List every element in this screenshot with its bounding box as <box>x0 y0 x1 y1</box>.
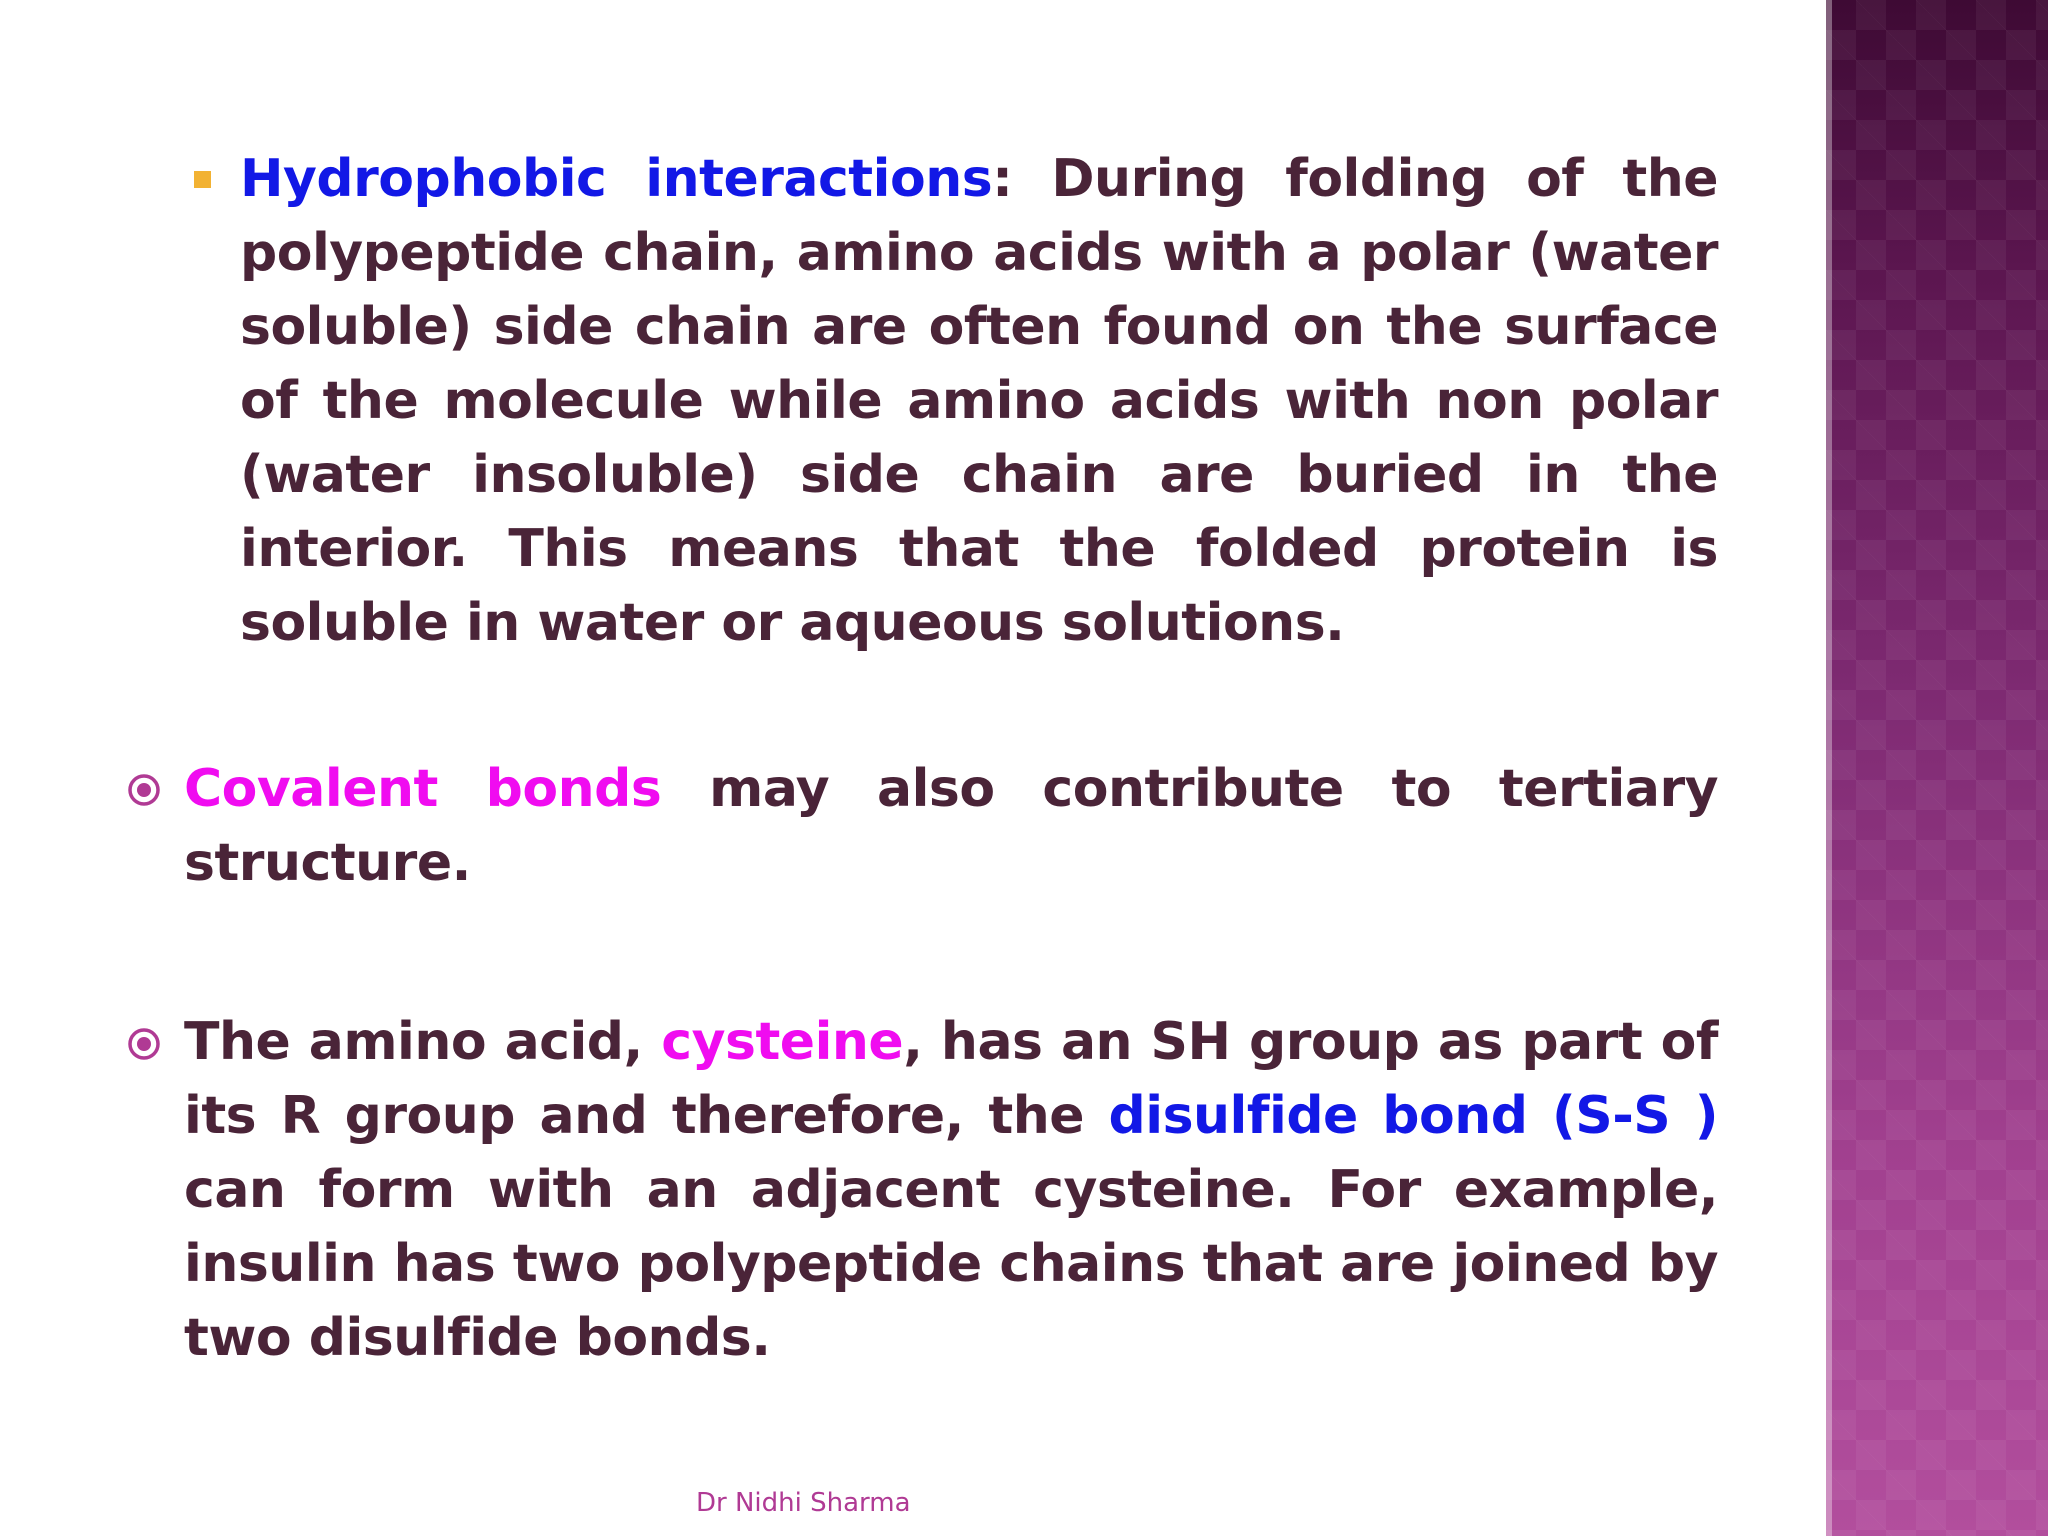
bullet-2-text-a: The amino acid, <box>184 1012 662 1072</box>
slide-footer-author: Dr Nidhi Sharma <box>696 1488 911 1518</box>
decorative-side-panel <box>1826 0 2048 1536</box>
bullet-cysteine <box>184 1005 1718 1375</box>
sub-bullet-text: During folding of the polypeptide chain, amino acids with a polar (water soluble) side chain are often found on the surface of the molecule while amino acids with non polar (water insoluble) side chain are buried in the interior. This means that the folded protein is soluble in water or aqueous solutions. <box>240 149 1718 653</box>
bullet-covalent-bonds <box>184 752 1718 900</box>
bullet-1-text: may also contribute to tertiary structure. <box>184 759 1718 893</box>
bullet-2-text-c: can form with an adjacent cysteine. For example, insulin has two polypeptide chains that are joined by two disulfide bonds. <box>184 1160 1718 1368</box>
bullet-2-text-b: , has an SH group as part of its R group and therefore, the <box>184 1012 1719 1146</box>
term-separator: : <box>992 149 1013 209</box>
term-disulfide-bond: disulfide bond (S-S ) <box>1108 1086 1718 1146</box>
sub-bullet-hydrophobic <box>240 142 1718 660</box>
diamond-pattern <box>1826 0 2048 1536</box>
circle-bullet-icon <box>127 1027 161 1061</box>
term-cysteine: cysteine <box>661 1012 904 1072</box>
circle-bullet-icon <box>127 773 161 807</box>
square-bullet-icon <box>194 171 211 188</box>
term-covalent-bonds: Covalent bonds <box>184 759 662 819</box>
term-hydrophobic-interactions: Hydrophobic interactions <box>240 149 993 209</box>
